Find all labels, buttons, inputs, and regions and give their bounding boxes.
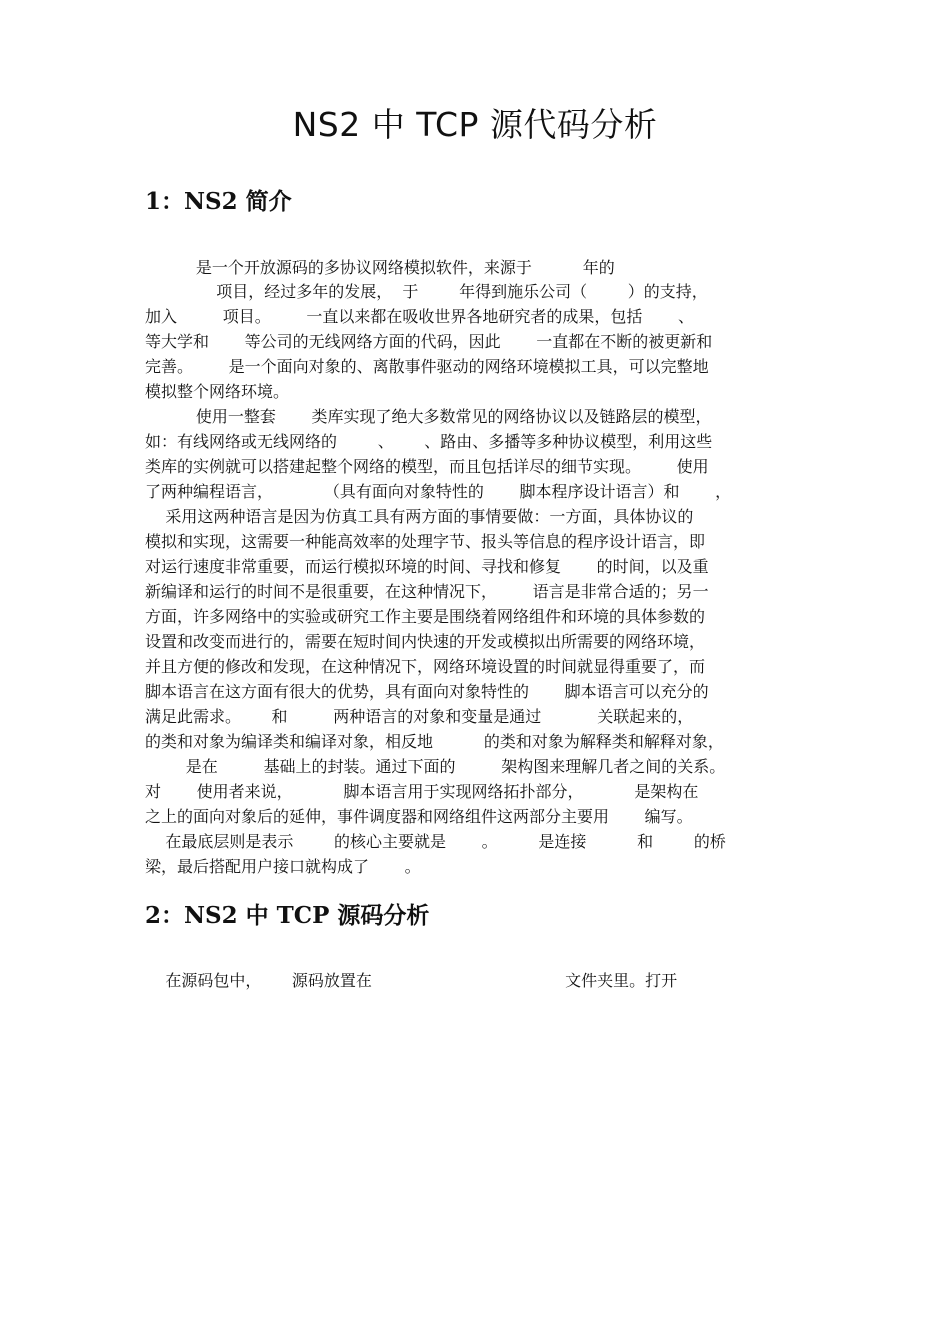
text-line: 使用一整套 类库实现了绝大多数常见的网络协议以及链路层的模型， (145, 407, 712, 426)
text-line: 满足此需求。 和 两种语言的对象和变量是通过 关联起来的， (145, 707, 694, 726)
text-line: 新编译和运行的时间不是很重要，在这种情况下， 语言是非常合适的；另一 (145, 582, 709, 601)
text-line: 模拟整个网络环境。 (145, 382, 290, 401)
text-line: 了两种编程语言， （具有面向对象特性的 脚本程序设计语言）和 ， (145, 482, 732, 501)
text-line: 模拟和实现，这需要一种能高效率的处理字节、报头等信息的程序设计语言，即 (145, 532, 706, 551)
text-line: 对运行速度非常重要，而运行模拟环境的时间、寻找和修复 的时间，以及重 (145, 557, 709, 576)
text-line: 类库的实例就可以搭建起整个网络的模型，而且包括详尽的细节实现。 使用 (145, 457, 709, 476)
text-line: 方面，许多网络中的实验或研究工作主要是围绕着网络组件和环境的具体参数的 (145, 607, 706, 626)
section-2-heading: 2：NS2 中 TCP 源码分析 (145, 902, 430, 929)
text-line: 如：有线网络或无线网络的 、 、路由、多播等多种协议模型，利用这些 (145, 432, 713, 451)
text-line: 项目，经过多年的发展， 于 年得到施乐公司（ ）的支持， (145, 282, 708, 301)
text-line: 完善。 是一个面向对象的、离散事件驱动的网络环境模拟工具，可以完整地 (145, 357, 709, 376)
text-line: 是一个开放源码的多协议网络模拟软件，来源于 年的 (145, 258, 615, 277)
text-line: 之上的面向对象后的延伸，事件调度器和网络组件这两部分主要用 编写。 (145, 807, 693, 826)
text-line: 在源码包中， 源码放置在 文件夹里。打开 (145, 971, 678, 990)
text-line: 脚本语言在这方面有很大的优势，具有面向对象特性的 脚本语言可以充分的 (145, 682, 709, 701)
text-line: 梁，最后搭配用户接口就构成了 。 (145, 857, 421, 876)
section-1-heading: 1：NS2 简介 (145, 188, 292, 215)
text-line: 是在 基础上的封装。通过下面的 架构图来理解几者之间的关系。 (145, 757, 726, 776)
text-line: 的类和对象为编译类和编译对象，相反地 的类和对象为解释类和解释对象， (145, 732, 724, 751)
text-line: 设置和改变而进行的，需要在短时间内快速的开发或模拟出所需要的网络环境， (145, 632, 706, 651)
text-line: 等大学和 等公司的无线网络方面的代码，因此 一直都在不断的被更新和 (145, 332, 713, 351)
text-line: 对 使用者来说， 脚本语言用于实现网络拓扑部分， 是架构在 (145, 782, 699, 801)
text-line: 并且方便的修改和发现，在这种情况下，网络环境设置的时间就显得重要了，而 (145, 657, 706, 676)
text-line: 加入 项目。 一直以来都在吸收世界各地研究者的成果，包括 、 (145, 307, 694, 326)
text-line: 在最底层则是表示 的核心主要就是 。 是连接 和 的桥 (145, 832, 726, 851)
document-title: NS2 中 TCP 源代码分析 (292, 105, 658, 144)
text-line: 采用这两种语言是因为仿真工具有两方面的事情要做：一方面，具体协议的 (145, 507, 694, 526)
